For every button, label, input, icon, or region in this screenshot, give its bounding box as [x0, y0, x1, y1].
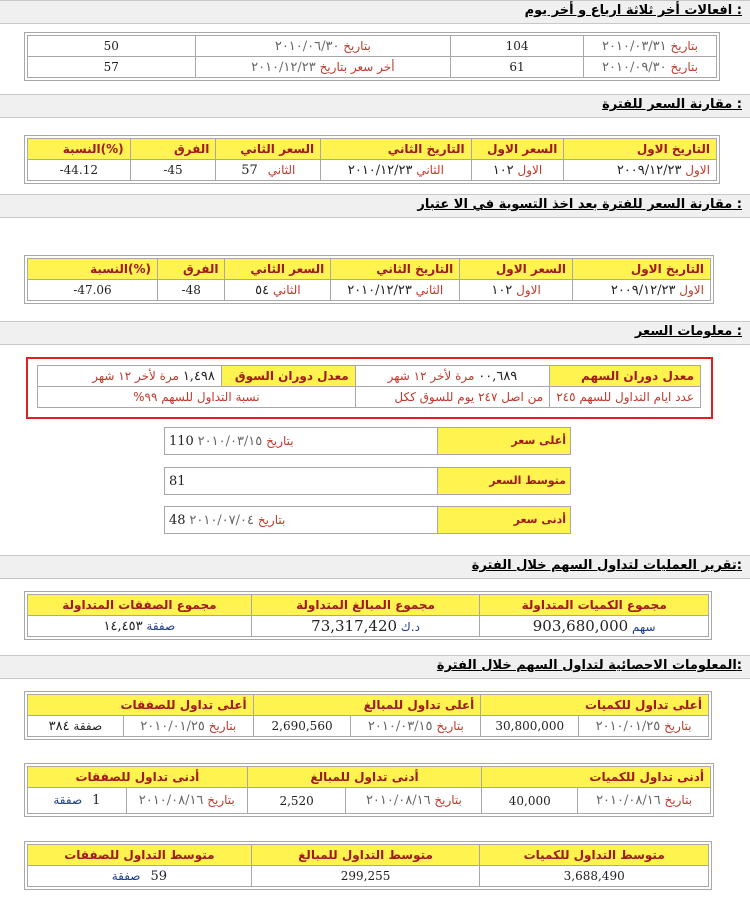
column-header: السعر الاول: [471, 139, 564, 160]
column-header: السعر الاول: [460, 259, 573, 280]
table-row: [28, 788, 711, 814]
column-header: التاريخ الاول: [564, 139, 717, 160]
section-header-statistics: [0, 655, 750, 679]
total-amount-cell: د.ك 73,317,420: [251, 616, 480, 637]
column-header: أدنى تداول للكميات: [482, 767, 711, 788]
date-cell: بتاريخ ٢٠١٠/٠٣/١٥: [351, 716, 481, 737]
column-header: الفرق: [130, 139, 216, 160]
value-cell: 2,690,560: [253, 716, 351, 737]
section-header-quarters: [0, 0, 750, 24]
column-header: أعلى تداول للمبالغ: [253, 695, 481, 716]
min-trading-table: [27, 766, 711, 814]
table-header-row: [28, 695, 709, 716]
low-price-box: [164, 506, 571, 534]
trading-days-cell: عدد ايام التداول للسهم ٢٤٥: [550, 387, 701, 408]
avg-price-label: متوسط السعر: [437, 468, 570, 494]
column-header: متوسط التداول للصفقات: [28, 845, 252, 866]
value-cell: 2,520: [247, 788, 346, 814]
value-cell: 59صفقة: [28, 866, 252, 887]
total-qty-cell: سهم 903,680,000: [480, 616, 709, 637]
column-header: أعلى تداول للكميات: [481, 695, 709, 716]
table-row: [28, 866, 709, 887]
second-price-cell: الثاني57: [216, 160, 321, 181]
value-cell: 40,000: [482, 788, 578, 814]
column-header: مجموع الكميات المتداولة: [480, 595, 709, 616]
turnover-label: معدل دوران السهم: [550, 366, 701, 387]
table-row: [28, 716, 709, 737]
first-date-cell: الاول ٢٠٠٩/١٢/٢٣: [573, 280, 711, 301]
column-header: (%)النسبة: [28, 139, 131, 160]
value-cell: 30,800,000: [481, 716, 579, 737]
table-header-row: [28, 259, 711, 280]
column-header: التاريخ الاول: [573, 259, 711, 280]
table-header-row: [28, 767, 711, 788]
first-date-cell: الاول ٢٠٠٩/١٢/٢٣: [564, 160, 717, 181]
section-header-price-compare: [0, 94, 750, 118]
second-date-cell: الثاني ٢٠١٠/١٢/٢٣: [321, 160, 471, 181]
second-date-cell: الثاني ٢٠١٠/١٢/٢٣: [331, 280, 460, 301]
value-cell: 104: [451, 36, 584, 57]
market-turnover-label: معدل دوران السوق: [221, 366, 355, 387]
second-price-cell: الثاني ٥٤: [225, 280, 331, 301]
table-row: [28, 36, 717, 57]
column-header: أدنى تداول للمبالغ: [247, 767, 482, 788]
value-cell: 3,688,490: [480, 866, 709, 887]
low-price-value: بتاريخ ٢٠١٠/٠٧/٠٤ 48: [169, 513, 286, 528]
high-price-value: بتاريخ ٢٠١٠/٠٣/١٥ 110: [169, 434, 294, 449]
column-header: السعر الثاني: [225, 259, 331, 280]
column-header: التاريخ الثاني: [331, 259, 460, 280]
trading-ratio-cell: نسبة التداول للسهم ٩٩%: [38, 387, 356, 408]
table-row: [28, 57, 717, 78]
turnover-value-cell: ٠٠,٦٨٩ مرة لأخر ١٢ شهر: [355, 366, 550, 387]
table-row: [28, 280, 711, 301]
diff-cell: -48: [158, 280, 225, 301]
column-header: التاريخ الثاني: [321, 139, 471, 160]
section-title: مقارنة السعر للفترة بعد اخذ التسوية في الا عتبار :: [417, 197, 742, 212]
section-title: معلومات السعر :: [634, 324, 742, 339]
first-price-cell: الاول ١٠٢: [460, 280, 573, 301]
total-deals-cell: صفقة ١٤,٤٥٣: [28, 616, 252, 637]
max-trading-table: [27, 694, 709, 737]
avg-trading-table: [27, 844, 709, 887]
turnover-table: [37, 365, 701, 408]
date-cell: بتاريخ ٢٠١٠/٠٨/١٦: [578, 788, 711, 814]
high-price-box: [164, 427, 571, 455]
avg-price-value: 81: [169, 474, 186, 489]
column-header: مجموع المبالغ المتداولة: [251, 595, 480, 616]
column-header: أدنى تداول للصفقات: [28, 767, 248, 788]
value-cell: 57: [28, 57, 196, 78]
operations-table: [27, 594, 709, 637]
column-header: متوسط التداول للكميات: [480, 845, 709, 866]
table-row: [28, 160, 717, 181]
table-row: [38, 366, 701, 387]
section-title: المعلومات الاحصائية لتداول السهم خلال الفترة:: [436, 658, 742, 673]
date-cell: بتاريخ ٢٠١٠/٠٨/١٦: [126, 788, 247, 814]
date-cell: بتاريخ ٢٠١٠/٠١/٢٥: [123, 716, 253, 737]
high-price-label: أعلى سعر: [437, 428, 570, 454]
table-header-row: [28, 595, 709, 616]
date-cell: بتاريخ ٢٠١٠/٠٣/٣١: [584, 36, 717, 57]
column-header: أعلى تداول للصفقات: [28, 695, 254, 716]
table-header-row: [28, 139, 717, 160]
date-cell: بتاريخ ٢٠١٠/٠٩/٣٠: [584, 57, 717, 78]
market-turnover-value-cell: ١,٤٩٨ مرة لأخر ١٢ شهر: [38, 366, 222, 387]
value-cell: 1صفقة: [28, 788, 127, 814]
price-compare-table: [27, 138, 717, 181]
avg-price-box: [164, 467, 571, 495]
diff-cell: -45: [130, 160, 216, 181]
first-price-cell: الاول ١٠٢: [471, 160, 564, 181]
column-header: السعر الثاني: [216, 139, 321, 160]
value-cell: 61: [451, 57, 584, 78]
column-header: مجموع الصفقات المتداولة: [28, 595, 252, 616]
pct-cell: -44.12: [28, 160, 131, 181]
column-header: الفرق: [158, 259, 225, 280]
value-cell: 50: [28, 36, 196, 57]
quarters-table: [27, 35, 717, 78]
section-header-operations: [0, 555, 750, 579]
section-header-adjusted-compare: [0, 194, 750, 218]
date-cell: أخر سعر بتاريخ ٢٠١٠/١٢/٢٣: [195, 57, 450, 78]
value-cell: 299,255: [251, 866, 480, 887]
section-header-price-info: [0, 321, 750, 345]
section-title: مقارنة السعر للفترة :: [602, 97, 742, 112]
low-price-label: أدنى سعر: [437, 507, 570, 533]
date-cell: بتاريخ ٢٠١٠/٠٨/١٦: [346, 788, 482, 814]
value-cell: صفقة ٣٨٤: [28, 716, 124, 737]
column-header: (%)النسبة: [28, 259, 158, 280]
adjusted-compare-table: [27, 258, 711, 301]
date-cell: بتاريخ ٢٠١٠/٠١/٢٥: [579, 716, 709, 737]
date-cell: بتاريخ ٢٠١٠/٠٦/٣٠: [195, 36, 450, 57]
section-title: تقرير العمليات لتداول السهم خلال الفترة:: [471, 558, 742, 573]
table-row: [28, 616, 709, 637]
table-row: [38, 387, 701, 408]
market-days-cell: من اصل ٢٤٧ يوم للسوق ككل: [355, 387, 550, 408]
section-title: افعالات أخر ثلاثة ارباع و أخر يوم :: [524, 3, 742, 18]
pct-cell: -47.06: [28, 280, 158, 301]
table-header-row: [28, 845, 709, 866]
column-header: متوسط التداول للمبالغ: [251, 845, 480, 866]
